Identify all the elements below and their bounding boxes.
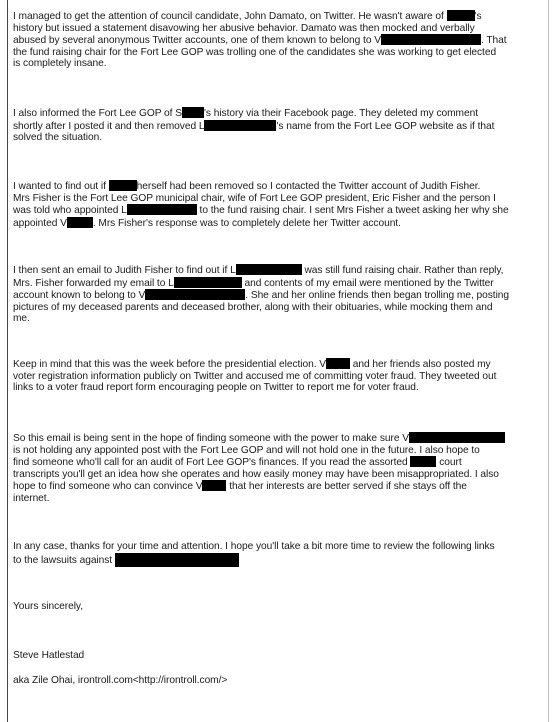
text-line: So this email is being sent in the hope of finding someone with the power to make sure V bbox=[13, 433, 409, 444]
text-line: and her friends also posted my bbox=[350, 359, 491, 370]
signature-name: Steve Hatlestad bbox=[13, 650, 85, 661]
text-line: me. bbox=[13, 313, 30, 325]
text-line: find someone who'll call for an audit of Fort Lee GOP's finances. If you read the assorted bbox=[13, 457, 411, 469]
paragraph-4 bbox=[13, 264, 533, 325]
text-line: Mrs Fisher is the Fort Lee GOP municipal chair, wife of Fort Lee GOP president, Eric Fisher and the person I bbox=[13, 192, 496, 204]
page-edge-line-right bbox=[548, 0, 549, 722]
text-line: is not holding any appointed post with the Fort Lee GOP and will not hold one in the future. I also hope to bbox=[13, 444, 480, 456]
text-line: I then sent an email to Judith Fisher to find out if L bbox=[13, 265, 236, 276]
text-line: I also informed the Fort Lee GOP of S bbox=[13, 108, 182, 119]
text-line: links to a voter fraud report form encouraging people on Twitter to report me for voter fraud. bbox=[13, 382, 419, 394]
redaction-bar bbox=[202, 480, 226, 491]
redaction-bar bbox=[145, 289, 245, 300]
text-line: In any case, thanks for your time and attention. I hope you'll take a bit more time to review the following links bbox=[13, 541, 495, 552]
paragraph-5 bbox=[13, 358, 533, 394]
paragraph-6 bbox=[13, 432, 533, 505]
text-line: . She and her online friends then began trolling me, posting bbox=[245, 290, 510, 302]
redaction-bar bbox=[127, 204, 197, 215]
text-line: 's name from the Fort Lee GOP website as if that bbox=[276, 120, 495, 132]
closing: Yours sincerely, bbox=[13, 601, 83, 612]
page-edge-line bbox=[7, 0, 8, 722]
redaction-bar bbox=[381, 34, 481, 45]
text-line: pictures of my deceased parents and deceased brother, along with their obituaries, while mocking them and bbox=[13, 301, 493, 313]
redaction-bar bbox=[115, 553, 239, 567]
text-line: voter registration information publicly on Twitter and accused me of committing voter fraud. They tweeted out bbox=[13, 370, 497, 382]
text-line: Mrs. Fisher forwarded my email to L bbox=[13, 277, 174, 289]
redaction-bar bbox=[109, 180, 137, 191]
aka-line: aka Zile Ohai, irontroll.com<http://irontroll.com/> bbox=[13, 675, 228, 686]
text-line: to the fund raising chair. I sent Mrs Fisher a tweet asking her why she bbox=[196, 205, 509, 217]
redaction-bar bbox=[410, 456, 436, 467]
redaction-bar bbox=[236, 264, 302, 275]
text-line: Keep in mind that this was the week before the presidential election. V bbox=[13, 359, 327, 370]
text-line: and contents of my email were mentioned by the Twitter bbox=[241, 277, 494, 289]
paragraph-2 bbox=[13, 107, 533, 144]
text-line: was told who appointed L bbox=[13, 205, 127, 217]
text-line: hope to find someone who can convince V bbox=[13, 481, 203, 493]
redaction-bar bbox=[67, 217, 93, 228]
text-line: herself had been removed so I contacted the Twitter account of Judith Fisher. bbox=[136, 181, 481, 192]
text-line: 's bbox=[474, 11, 482, 22]
text-line: that her interests are better served if she stays off the bbox=[226, 481, 467, 493]
redaction-bar bbox=[182, 107, 204, 118]
text-line: to the lawsuits against bbox=[13, 554, 115, 566]
redaction-bar bbox=[174, 277, 242, 288]
text-line: account known to belong to V bbox=[13, 290, 146, 302]
text-line: . That bbox=[480, 35, 507, 47]
text-line: history but issued a statement disavowing her abusive behavior. Damato was then mocked and verbally bbox=[13, 22, 475, 34]
redaction-bar bbox=[204, 120, 276, 131]
text-line: appointed V bbox=[13, 217, 67, 229]
redaction-bar bbox=[326, 358, 350, 369]
text-line: 's history via their Facebook page. They deleted my comment bbox=[203, 108, 478, 119]
paragraph-3 bbox=[13, 180, 533, 229]
text-line: transcripts you'll get an idea how she operates and how easily money may have been misappropriated. I also bbox=[13, 468, 499, 480]
text-line: I wanted to find out if bbox=[13, 181, 109, 192]
text-line: I managed to get the attention of council candidate, John Damato, on Twitter. He wasn't aware of bbox=[13, 11, 447, 22]
text-line: shortly after I posted it and then removed L bbox=[13, 120, 205, 132]
text-line: internet. bbox=[13, 492, 50, 504]
text-line: the fund raising chair for the Fort Lee GOP was trolling one of the candidates she was working to get elected bbox=[13, 46, 497, 58]
text-line: . Mrs Fisher's response was to completely delete her Twitter account. bbox=[92, 217, 401, 229]
text-line: solved the situation. bbox=[13, 132, 102, 144]
redaction-bar bbox=[409, 432, 505, 443]
paragraph-1 bbox=[13, 10, 533, 70]
text-line: was still fund raising chair. Rather than reply, bbox=[301, 265, 504, 276]
text-line: court bbox=[436, 457, 462, 469]
text-line: is completely insane. bbox=[13, 58, 107, 70]
redaction-bar bbox=[447, 10, 475, 21]
paragraph-7 bbox=[13, 541, 533, 567]
text-line: abused by several anonymous Twitter accounts, one of them known to belong to V bbox=[13, 35, 381, 47]
